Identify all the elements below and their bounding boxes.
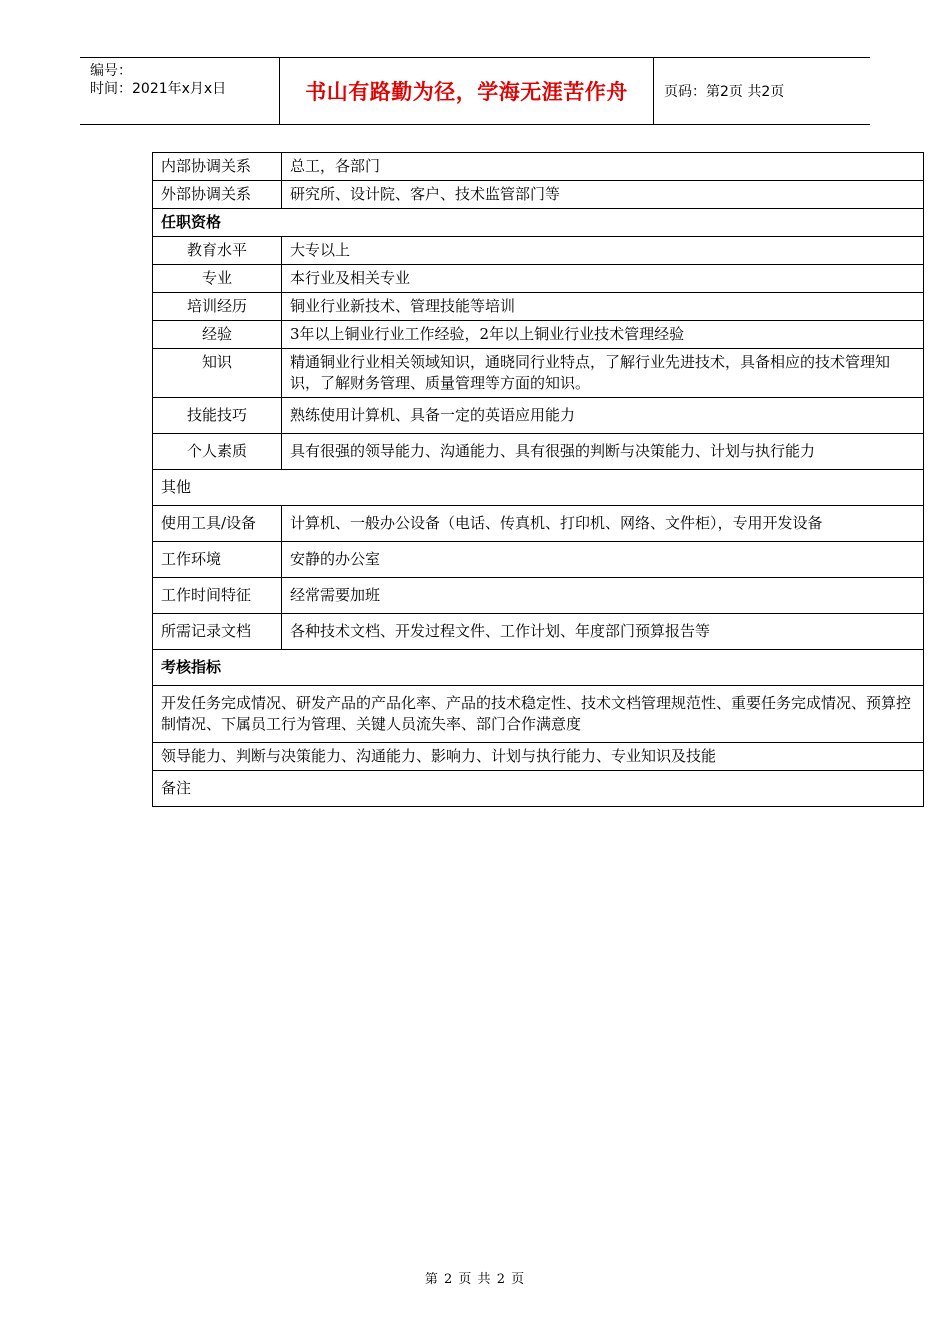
table-row xyxy=(153,181,924,209)
section-title-other: 其他 xyxy=(153,470,924,506)
header-slogan: 书山有路勤为径，学海无涯苦作舟 xyxy=(280,58,654,124)
row-value: 各种技术文档、开发过程文件、工作计划、年度部门预算报告等 xyxy=(282,614,924,650)
row-label: 培训经历 xyxy=(153,293,282,321)
kpi-text-1: 开发任务完成情况、研发产品的产品化率、产品的技术稳定性、技术文档管理规范性、重要任务完成情况、预算控制情况、下属员工行为管理、关键人员流失率、部门合作满意度 xyxy=(153,686,924,743)
table-row xyxy=(153,686,924,743)
table-row xyxy=(153,293,924,321)
row-label: 专业 xyxy=(153,265,282,293)
table-row xyxy=(153,506,924,542)
table-row xyxy=(153,743,924,771)
table-row xyxy=(153,265,924,293)
time-label: 时间：2021年x月x日 xyxy=(90,81,227,97)
row-value: 经常需要加班 xyxy=(282,578,924,614)
table-row xyxy=(153,349,924,398)
row-label: 所需记录文档 xyxy=(153,614,282,650)
row-value: 3年以上铜业行业工作经验，2年以上铜业行业技术管理经验 xyxy=(282,321,924,349)
header-page-info: 页码：第2页 共2页 xyxy=(664,84,785,100)
row-label: 外部协调关系 xyxy=(153,181,282,209)
section-title-qualification: 任职资格 xyxy=(153,209,924,237)
table-row xyxy=(153,153,924,181)
row-label: 个人素质 xyxy=(153,434,282,470)
row-value: 大专以上 xyxy=(282,237,924,265)
row-value: 铜业行业新技术、管理技能等培训 xyxy=(282,293,924,321)
row-label: 内部协调关系 xyxy=(153,153,282,181)
table-row xyxy=(153,237,924,265)
row-label: 经验 xyxy=(153,321,282,349)
row-value: 总工，各部门 xyxy=(282,153,924,181)
job-description-table xyxy=(152,152,924,807)
section-row xyxy=(153,650,924,686)
row-value: 研究所、设计院、客户、技术监管部门等 xyxy=(282,181,924,209)
row-value: 具有很强的领导能力、沟通能力、具有很强的判断与决策能力、计划与执行能力 xyxy=(282,434,924,470)
row-label: 技能技巧 xyxy=(153,398,282,434)
row-value: 计算机、一般办公设备（电话、传真机、打印机、网络、文件柜），专用开发设备 xyxy=(282,506,924,542)
kpi-text-2: 领导能力、判断与决策能力、沟通能力、影响力、计划与执行能力、专业知识及技能 xyxy=(153,743,924,771)
header-meta xyxy=(80,58,280,124)
section-row xyxy=(153,470,924,506)
table-row xyxy=(153,398,924,434)
table-row xyxy=(153,321,924,349)
table-row xyxy=(153,614,924,650)
row-value: 精通铜业行业相关领域知识，通晓同行业特点，了解行业先进技术，具备相应的技术管理知识，了解财务管理、质量管理等方面的知识。 xyxy=(282,349,924,398)
row-value: 熟练使用计算机、具备一定的英语应用能力 xyxy=(282,398,924,434)
row-value: 安静的办公室 xyxy=(282,542,924,578)
page-footer: 第 2 页 共 2 页 xyxy=(424,1272,526,1287)
row-label: 教育水平 xyxy=(153,237,282,265)
row-value: 本行业及相关专业 xyxy=(282,265,924,293)
remarks-row: 备注 xyxy=(153,771,924,807)
row-label: 使用工具/设备 xyxy=(153,506,282,542)
row-label: 工作环境 xyxy=(153,542,282,578)
table-row xyxy=(153,771,924,807)
number-label: 编号： xyxy=(90,63,132,79)
table-row xyxy=(153,434,924,470)
table-row xyxy=(153,542,924,578)
page-header xyxy=(80,57,870,125)
row-label: 工作时间特征 xyxy=(153,578,282,614)
section-row xyxy=(153,209,924,237)
section-title-kpi: 考核指标 xyxy=(153,650,924,686)
table-row xyxy=(153,578,924,614)
row-label: 知识 xyxy=(153,349,282,398)
